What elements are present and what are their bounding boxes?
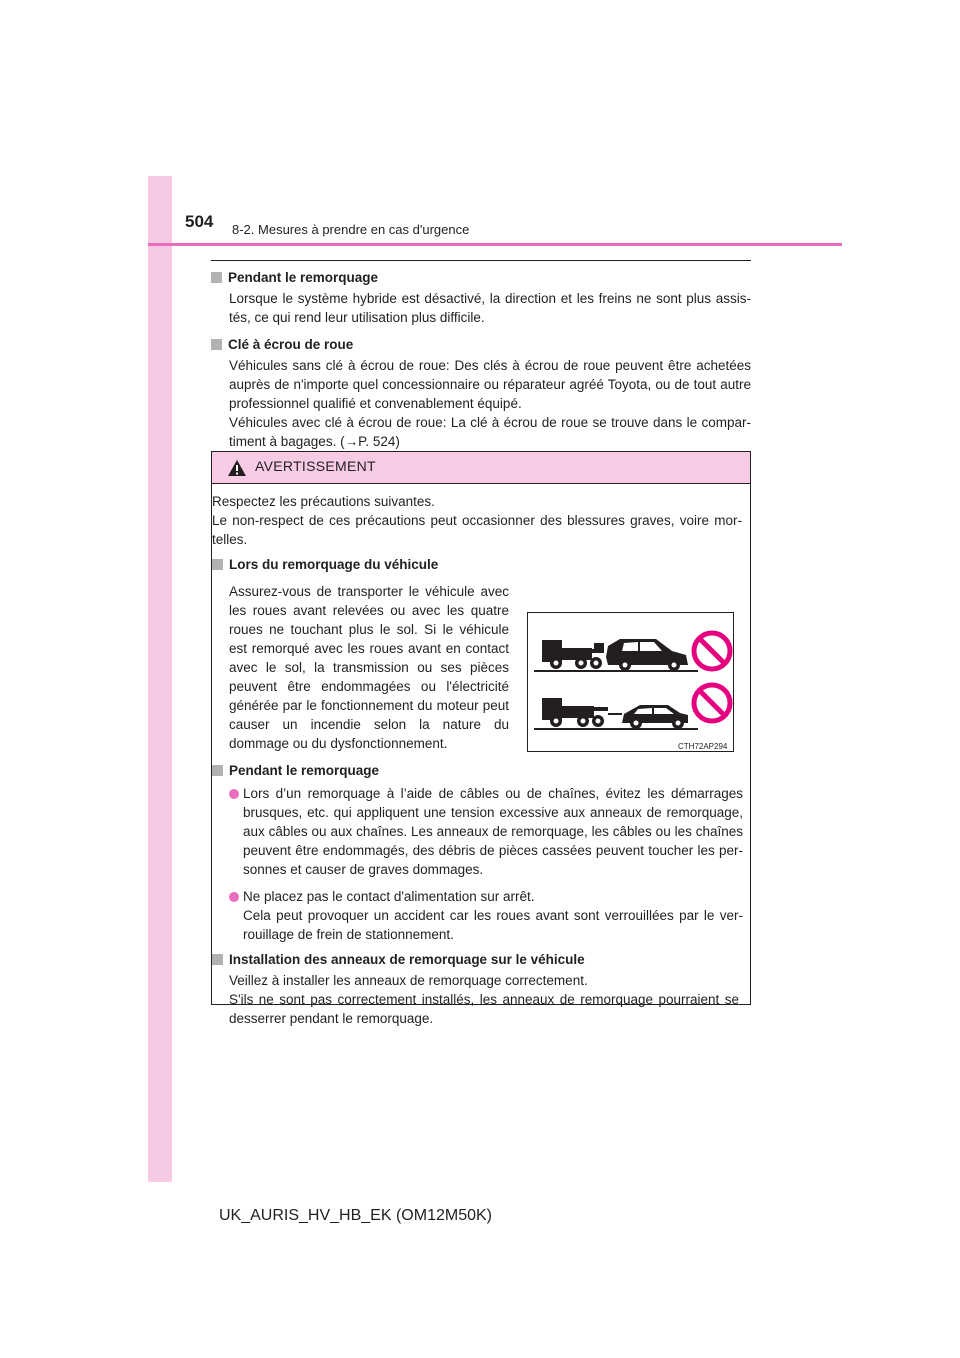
- warning-intro: Respectez les précautions suivantes.: [212, 494, 435, 509]
- page-number: 504: [185, 212, 214, 231]
- warning-intro: Le non-respect de ces précautions peut occasionner des blessures graves, voire mor-telles.: [212, 513, 742, 547]
- main-content: [211, 268, 751, 459]
- warning-content: [212, 484, 750, 1028]
- warning-triangle-icon: [227, 459, 247, 477]
- bullet-icon: [229, 892, 239, 902]
- warning-section-title: Installation des anneaux de remorquage sur le véhicule: [212, 950, 750, 969]
- bullet-text: Ne placez pas le contact d'alimentation sur arrêt.: [243, 889, 535, 904]
- warning-text-block: [229, 971, 739, 1028]
- warning-section-title: Lors du remorquage du véhicule: [212, 555, 750, 574]
- warning-header: [212, 452, 750, 484]
- towing-diagram: [528, 613, 733, 751]
- warning-box: [211, 451, 751, 1026]
- figure-code: CTH72AP294: [678, 742, 728, 751]
- section-text: Lorsque le système hybride est désactivé, la direction et les freins ne sont plus assis-tés, ce qui rend leur utilisation plus difficile.: [229, 291, 751, 325]
- chapter-title: 8-2. Mesures à prendre en cas d'urgence: [232, 222, 470, 237]
- section-title: Clé à écrou de roue: [211, 335, 751, 354]
- section-title: Pendant le remorquage: [211, 268, 751, 287]
- warning-bullet: [212, 887, 743, 944]
- tow-truck-front-lifted: [534, 639, 698, 672]
- side-band: [148, 176, 172, 1182]
- warning-section-title: Pendant le remorquage: [212, 761, 750, 780]
- section-text: Véhicules sans clé à écrou de roue: Des clés à écrou de roue peuvent être achetées auprès de n'importe quel concessionnaire ou réparateur agréé Toyota, ou de tout autre professionnel qualifié et convenablement équipé.: [229, 358, 751, 411]
- warning-title: AVERTISSEMENT: [255, 458, 376, 474]
- warning-text: S'ils ne sont pas correctement installés, les anneaux de remorquage pourraient se desserrer pendant le remorquage.: [229, 992, 739, 1026]
- header-rule: [148, 243, 842, 246]
- warning-text: Assurez-vous de transporter le véhicule avec les roues avant relevées ou avec les quatre roues ne touchant plus le sol. Si le véhicule est remorqué avec les roues avant en contact avec le sol, la transmission ou ses pièces peuvent être endommagées ou l'électricité générée par le fonctionnement du moteur peut causer un incendie selon la nature du dommage ou du dysfonctionnement.: [229, 584, 509, 751]
- towing-illustration: [527, 612, 734, 752]
- bullet-text: Lors d’un remorquage à l’aide de câbles ou de chaînes, évitez les démarrages brusques, etc. qui appliquent une tension excessive aux anneaux de remorquage, aux câbles ou aux chaînes. Les anneaux de remorquage, les câbles ou les chaînes peuvent être endommagés, des débris de pièces cassées peuvent toucher les per-sonnes et causer de graves dommages.: [243, 786, 743, 877]
- bullet-icon: [229, 789, 239, 799]
- section-text: Véhicules avec clé à écrou de roue: La clé à écrou de roue se trouve dans le compar-timent à bagages. (→P. 524): [229, 415, 751, 449]
- bullet-text: Cela peut provoquer un accident car les roues avant sont verrouillées par le ver-rouillage de frein de stationnement.: [243, 908, 743, 942]
- footer-model-code: UK_AURIS_HV_HB_EK (OM12M50K): [219, 1207, 492, 1224]
- warning-text: Veillez à installer les anneaux de remorquage correctement.: [229, 973, 588, 988]
- section-body: [229, 356, 751, 451]
- section-divider: [211, 260, 751, 261]
- warning-bullet: [212, 784, 743, 879]
- tow-truck-cable: [534, 698, 698, 730]
